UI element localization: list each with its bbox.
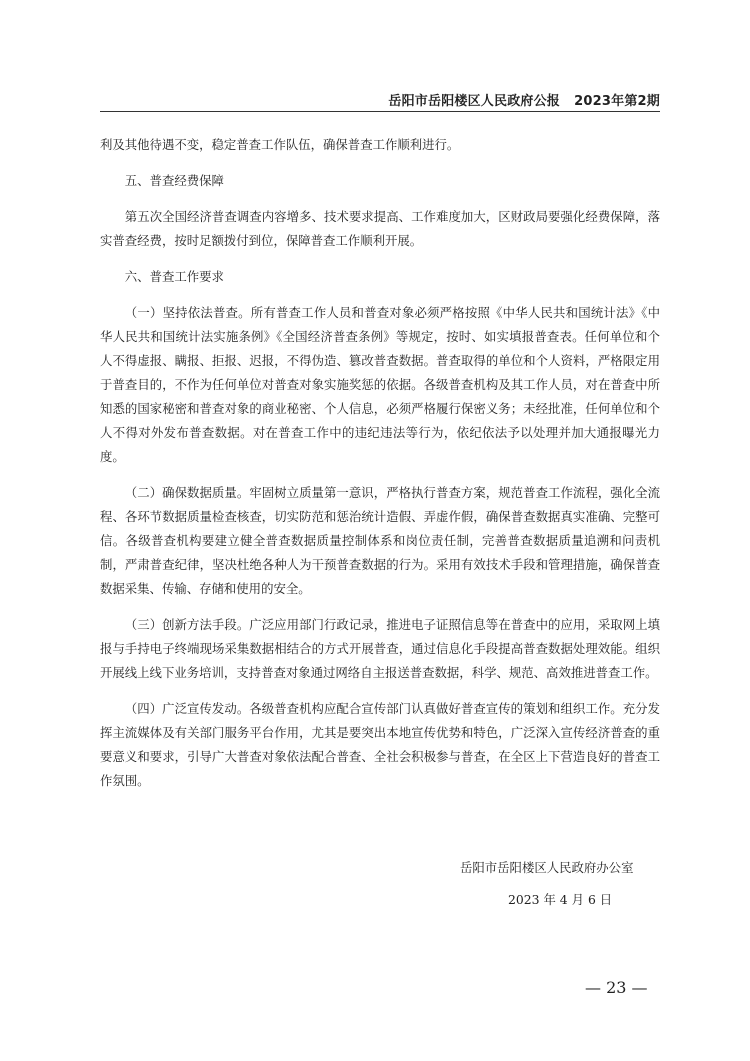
section-heading-six: 六、普查工作要求 <box>124 269 224 284</box>
paragraph-funding: 第五次全国经济普查调查内容增多、技术要求提高、工作难度加大，区财政局要强化经费保障，落实普查经费，按时足额拨付到位，保障普查工作顺利开展。 <box>100 209 660 248</box>
paragraph-lawful-census: （一）坚持依法普查。所有普查工作人员和普查对象必须严格按照《中华人民共和国统计法》《中华人民共和国统计法实施条例》《全国经济普查条例》等规定，按时、如实填报普查表。任何单位和个人不得虚报、瞒报、拒报、迟报，不得伪造、篡改普查数据。普查取得的单位和个人资料，严格限定用于普查目的，不作为任何单位对普查对象实施奖惩的依据。各级普查机构及其工作人员，对在普查中所知悉的国家秘密和普查对象的商业秘密、个人信息，必须严格履行保密义务；未经批准，任何单位和个人不得对外发布普查数据。对在普查工作中的违纪违法等行为，依纪依法予以处理并加大通报曝光力度。 <box>100 305 660 464</box>
section-heading-five: 五、普查经费保障 <box>124 173 224 188</box>
paragraph-innovative-methods: （三）创新方法手段。广泛应用部门行政记录，推进电子证照信息等在普查中的应用，采取网上填报与手持电子终端现场采集数据相结合的方式开展普查，通过信息化手段提高普查数据处理效能。组织开展线上线下业务培训，支持普查对象通过网络自主报送普查数据，科学、规范、高效推进普查工作。 <box>100 617 660 680</box>
gazette-header: 岳阳市岳阳楼区人民政府公报 2023年第2期 <box>388 94 660 109</box>
paragraph-publicity: （四）广泛宣传发动。各级普查机构应配合宣传部门认真做好普查宣传的策划和组织工作。充分发挥主流媒体及有关部门服务平台作用，尤其是要突出本地宣传优势和特色，广泛深入宣传经济普查的重要意义和要求，引导广大普查对象依法配合普查、全社会积极参与普查，在全区上下营造良好的普查工作氛围。 <box>100 701 660 788</box>
page-number: — 23 — <box>585 978 648 997</box>
signature-office: 岳阳市岳阳楼区人民政府办公室 <box>460 860 634 875</box>
paragraph-continuation: 利及其他待遇不变，稳定普查工作队伍，确保普查工作顺利进行。 <box>100 137 460 152</box>
document-body <box>100 133 660 793</box>
signature-date: 2023 年 4 月 6 日 <box>508 892 613 907</box>
header-divider <box>100 111 660 112</box>
paragraph-data-quality: （二）确保数据质量。牢固树立质量第一意识，严格执行普查方案，规范普查工作流程，强化全流程、各环节数据质量检查核查，切实防范和惩治统计造假、弄虚作假，确保普查数据真实准确、完整可信。各级普查机构要建立健全普查数据质量控制体系和岗位责任制，完善普查数据质量追溯和问责机制，严肃普查纪律，坚决杜绝各种人为干预普查数据的行为。采用有效技术手段和管理措施，确保普查数据采集、传输、存储和使用的安全。 <box>100 485 660 596</box>
